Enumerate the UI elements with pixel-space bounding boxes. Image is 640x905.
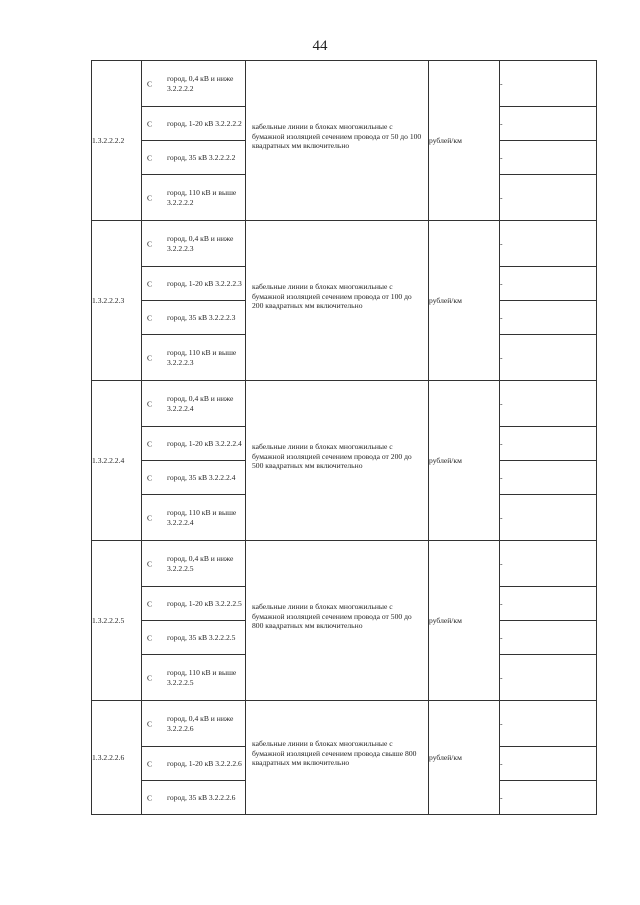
row-code: 1.3.2.2.2.4 bbox=[92, 381, 142, 541]
subrow-letter: С bbox=[147, 792, 153, 802]
subrow-label: город, 0,4 кВ и ниже 3.2.2.2.3 bbox=[167, 234, 234, 253]
subrow-letter: С bbox=[147, 312, 153, 322]
row-unit: рублей/км bbox=[429, 61, 500, 221]
subrow-cell bbox=[142, 221, 246, 267]
subrow-label: город, 0,4 кВ и ниже 3.2.2.2.4 bbox=[167, 394, 234, 413]
row-unit: рублей/км bbox=[429, 541, 500, 701]
row-description-cell bbox=[246, 221, 429, 381]
row-code: 1.3.2.2.2.3 bbox=[92, 221, 142, 381]
row-description-cell bbox=[246, 701, 429, 815]
row-value: - bbox=[500, 701, 597, 747]
row-value: - bbox=[500, 781, 597, 815]
subrow-cell bbox=[142, 301, 246, 335]
row-value: - bbox=[500, 335, 597, 381]
subrow-cell bbox=[142, 141, 246, 175]
row-description: кабельные линии в блоках многожильные с бумажной изоляцией сечением провода от 500 до 800 квадратных мм включительно bbox=[252, 602, 412, 631]
subrow-letter: С bbox=[147, 558, 153, 568]
subrow-cell bbox=[142, 655, 246, 701]
subrow-cell bbox=[142, 427, 246, 461]
tariff-table bbox=[91, 60, 597, 815]
subrow-cell bbox=[142, 61, 246, 107]
subrow-label: город, 35 кВ 3.2.2.2.4 bbox=[167, 472, 236, 482]
subrow-letter: С bbox=[147, 78, 153, 88]
subrow-cell bbox=[142, 747, 246, 781]
subrow-label: город, 0,4 кВ и ниже 3.2.2.2.2 bbox=[167, 74, 234, 93]
row-value: - bbox=[500, 655, 597, 701]
row-description-cell bbox=[246, 381, 429, 541]
subrow-label: город, 1-20 кВ 3.2.2.2.4 bbox=[167, 438, 242, 448]
row-value: - bbox=[500, 747, 597, 781]
table-body bbox=[92, 61, 597, 815]
subrow-label: город, 35 кВ 3.2.2.2.2 bbox=[167, 152, 236, 162]
subrow-label: город, 110 кВ и выше 3.2.2.2.4 bbox=[167, 508, 237, 527]
table-row bbox=[92, 541, 597, 587]
row-value: - bbox=[500, 61, 597, 107]
row-value: - bbox=[500, 175, 597, 221]
subrow-cell bbox=[142, 267, 246, 301]
table-row bbox=[92, 381, 597, 427]
subrow-label: город, 1-20 кВ 3.2.2.2.6 bbox=[167, 758, 242, 768]
row-value: - bbox=[500, 495, 597, 541]
row-description-cell bbox=[246, 61, 429, 221]
subrow-cell bbox=[142, 381, 246, 427]
subrow-cell bbox=[142, 701, 246, 747]
subrow-letter: С bbox=[147, 398, 153, 408]
row-unit: рублей/км bbox=[429, 701, 500, 815]
subrow-label: город, 1-20 кВ 3.2.2.2.5 bbox=[167, 598, 242, 608]
subrow-letter: С bbox=[147, 632, 153, 642]
subrow-label: город, 35 кВ 3.2.2.2.5 bbox=[167, 632, 236, 642]
subrow-label: город, 35 кВ 3.2.2.2.3 bbox=[167, 312, 236, 322]
subrow-cell bbox=[142, 621, 246, 655]
row-description: кабельные линии в блоках многожильные с бумажной изоляцией сечением провода свыше 800 квадратных мм включительно bbox=[252, 739, 417, 768]
subrow-label: город, 35 кВ 3.2.2.2.6 bbox=[167, 792, 236, 802]
row-value: - bbox=[500, 141, 597, 175]
row-value: - bbox=[500, 587, 597, 621]
row-code: 1.3.2.2.2.6 bbox=[92, 701, 142, 815]
subrow-letter: С bbox=[147, 238, 153, 248]
row-value: - bbox=[500, 621, 597, 655]
subrow-letter: С bbox=[147, 278, 153, 288]
subrow-cell bbox=[142, 587, 246, 621]
subrow-label: город, 1-20 кВ 3.2.2.2.2 bbox=[167, 118, 242, 128]
row-description: кабельные линии в блоках многожильные с бумажной изоляцией сечением провода от 50 до 100 квадратных мм включительно bbox=[252, 122, 422, 151]
subrow-cell bbox=[142, 495, 246, 541]
row-value: - bbox=[500, 381, 597, 427]
row-value: - bbox=[500, 107, 597, 141]
subrow-cell bbox=[142, 461, 246, 495]
subrow-cell bbox=[142, 335, 246, 381]
subrow-label: город, 110 кВ и выше 3.2.2.2.2 bbox=[167, 188, 237, 207]
row-value: - bbox=[500, 541, 597, 587]
subrow-cell bbox=[142, 781, 246, 815]
subrow-label: город, 0,4 кВ и ниже 3.2.2.2.5 bbox=[167, 554, 234, 573]
subrow-letter: С bbox=[147, 192, 153, 202]
row-value: - bbox=[500, 221, 597, 267]
subrow-letter: С bbox=[147, 352, 153, 362]
subrow-letter: С bbox=[147, 672, 153, 682]
subrow-letter: С bbox=[147, 598, 153, 608]
row-description: кабельные линии в блоках многожильные с бумажной изоляцией сечением провода от 100 до 200 квадратных мм включительно bbox=[252, 282, 412, 311]
subrow-label: город, 1-20 кВ 3.2.2.2.3 bbox=[167, 278, 242, 288]
subrow-cell bbox=[142, 541, 246, 587]
row-description-cell bbox=[246, 541, 429, 701]
row-code: 1.3.2.2.2.5 bbox=[92, 541, 142, 701]
subrow-cell bbox=[142, 175, 246, 221]
table-row bbox=[92, 61, 597, 107]
subrow-letter: С bbox=[147, 152, 153, 162]
subrow-letter: С bbox=[147, 718, 153, 728]
row-unit: рублей/км bbox=[429, 381, 500, 541]
row-value: - bbox=[500, 267, 597, 301]
row-value: - bbox=[500, 301, 597, 335]
page-number: 44 bbox=[312, 38, 328, 54]
subrow-label: город, 110 кВ и выше 3.2.2.2.3 bbox=[167, 348, 237, 367]
subrow-letter: С bbox=[147, 472, 153, 482]
subrow-cell bbox=[142, 107, 246, 141]
table-row bbox=[92, 701, 597, 747]
row-value: - bbox=[500, 461, 597, 495]
table-row bbox=[92, 221, 597, 267]
subrow-letter: С bbox=[147, 512, 153, 522]
subrow-letter: С bbox=[147, 118, 153, 128]
subrow-letter: С bbox=[147, 758, 153, 768]
row-code: 1.3.2.2.2.2 bbox=[92, 61, 142, 221]
row-value: - bbox=[500, 427, 597, 461]
subrow-label: город, 110 кВ и выше 3.2.2.2.5 bbox=[167, 668, 237, 687]
subrow-label: город, 0,4 кВ и ниже 3.2.2.2.6 bbox=[167, 714, 234, 733]
row-description: кабельные линии в блоках многожильные с бумажной изоляцией сечением провода от 200 до 500 квадратных мм включительно bbox=[252, 442, 412, 471]
subrow-letter: С bbox=[147, 438, 153, 448]
row-unit: рублей/км bbox=[429, 221, 500, 381]
